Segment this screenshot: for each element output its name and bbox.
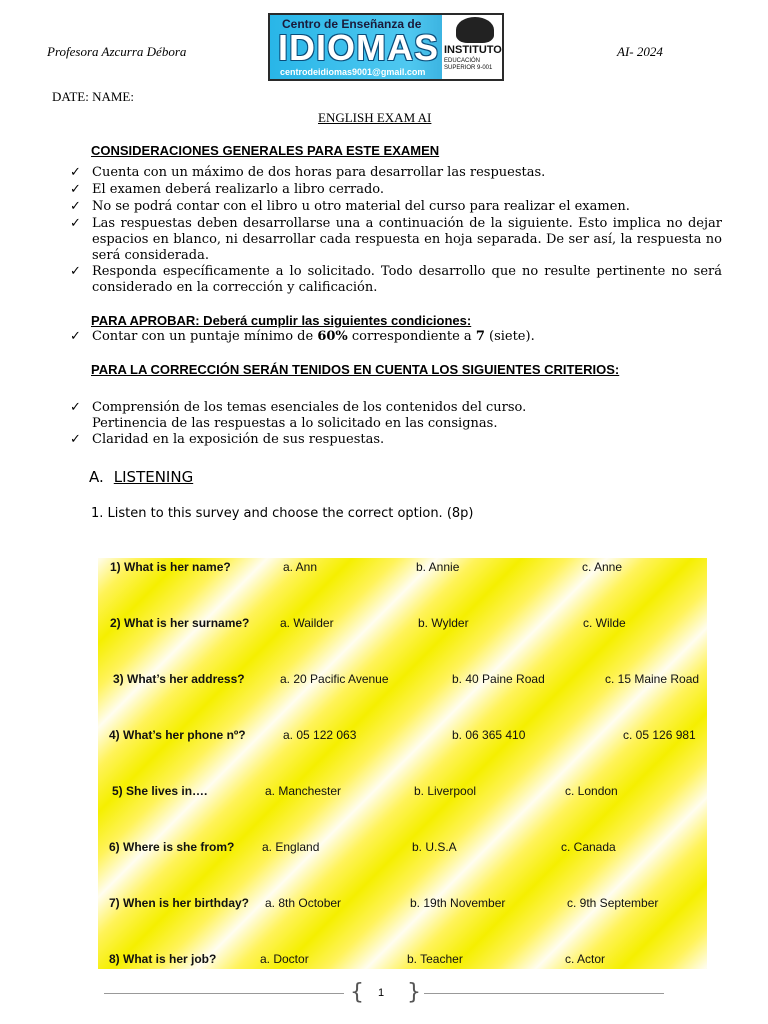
listening-instruction: 1. Listen to this survey and choose the correct option. (8p) — [91, 506, 474, 521]
footer-rule-left — [104, 993, 344, 994]
check-icon: ✓ — [70, 165, 81, 180]
right-brace-icon: } — [407, 980, 421, 1005]
criteria-item: ✓ Claridad en la exposición de sus respuestas. — [70, 432, 385, 447]
institute-badge — [442, 15, 504, 79]
school-logo — [268, 13, 504, 81]
footer-rule-right — [424, 993, 664, 994]
survey-row: 2) What is her surname? a. Wailder b. Wylder c. Wilde — [110, 616, 626, 630]
teacher-name: Profesora Azcurra Débora — [47, 44, 187, 59]
date-name-line: DATE: NAME: — [52, 89, 134, 104]
check-icon: ✓ — [70, 216, 81, 231]
consideration-item: ✓ Responda específicamente a lo solicitado. Todo desarrollo que no resulte pertinente no será considerado en la corrección y calificación. — [70, 264, 722, 295]
logo-line1: Centro de Enseñanza de — [282, 17, 422, 31]
institute-label: INSTITUTO — [444, 44, 502, 56]
consideration-item: ✓ No se podrá contar con el libro u otro material del curso para realizar el examen. — [70, 199, 630, 214]
survey-row: 4) What’s her phone nº? a. 05 122 063 b. 06 365 410 c. 05 126 981 — [109, 728, 696, 742]
left-brace-icon: { — [350, 980, 364, 1005]
logo-idiomas: IDIOMAS — [278, 27, 440, 68]
section-a-heading: A. LISTENING — [89, 468, 194, 486]
check-icon: ✓ — [70, 400, 81, 415]
check-icon: ✓ — [70, 199, 81, 214]
survey-row: 5) She lives in…. a. Manchester b. Liverpool c. London — [112, 784, 618, 798]
survey-row: 8) What is her job? a. Doctor b. Teacher c. Actor — [109, 952, 606, 966]
check-icon: ✓ — [70, 264, 81, 279]
survey-row: 3) What’s her address? a. 20 Pacific Avenue b. 40 Paine Road c. 15 Maine Road — [113, 672, 700, 686]
page-number: 1 — [378, 987, 385, 999]
considerations-title: CONSIDERACIONES GENERALES PARA ESTE EXAMEN — [91, 143, 440, 158]
consideration-item: ✓ Las respuestas deben desarrollarse una a continuación de la siguiente. Esto implica no dejar espacios en blanco, ni desarrollar cada respuesta en hoja separada. De ser así, la respuesta no será considerada. — [70, 216, 722, 263]
criteria-title: PARA LA CORRECCIÓN SERÁN TENIDOS EN CUENTA LOS SIGUIENTES CRITERIOS: — [91, 362, 620, 377]
check-icon: ✓ — [70, 182, 81, 197]
consideration-item: ✓ El examen deberá realizarlo a libro cerrado. — [70, 182, 385, 197]
logo-email: centrodeidiomas9001@gmail.com — [280, 67, 426, 77]
survey-box — [98, 558, 707, 969]
survey-row: 6) Where is she from? a. England b. U.S.A c. Canada — [109, 840, 616, 854]
consideration-item: ✓ Cuenta con un máximo de dos horas para desarrollar las respuestas. — [70, 165, 546, 180]
exam-title: ENGLISH EXAM AI — [318, 110, 432, 125]
survey-row: 7) When is her birthday? a. 8th October b. 19th November c. 9th September — [109, 896, 659, 910]
institute-sub: EDUCACIÓN SUPERIOR 9-001 — [444, 58, 493, 71]
institute-emblem-icon — [456, 17, 494, 43]
criteria-item: ✓ Comprensión de los temas esenciales de los contenidos del curso. Pertinencia de las respuestas a lo solicitado en las consignas. — [70, 400, 527, 431]
level-year: AI- 2024 — [617, 44, 663, 59]
approval-title: PARA APROBAR: Deberá cumplir las siguientes condiciones: — [91, 313, 472, 328]
survey-row: 1) What is her name? a. Ann b. Annie c. Anne — [110, 560, 623, 574]
check-icon: ✓ — [70, 432, 81, 447]
approval-item: ✓ Contar con un puntaje mínimo de 60% correspondiente a 7 (siete). — [70, 329, 535, 344]
check-icon: ✓ — [70, 329, 81, 344]
